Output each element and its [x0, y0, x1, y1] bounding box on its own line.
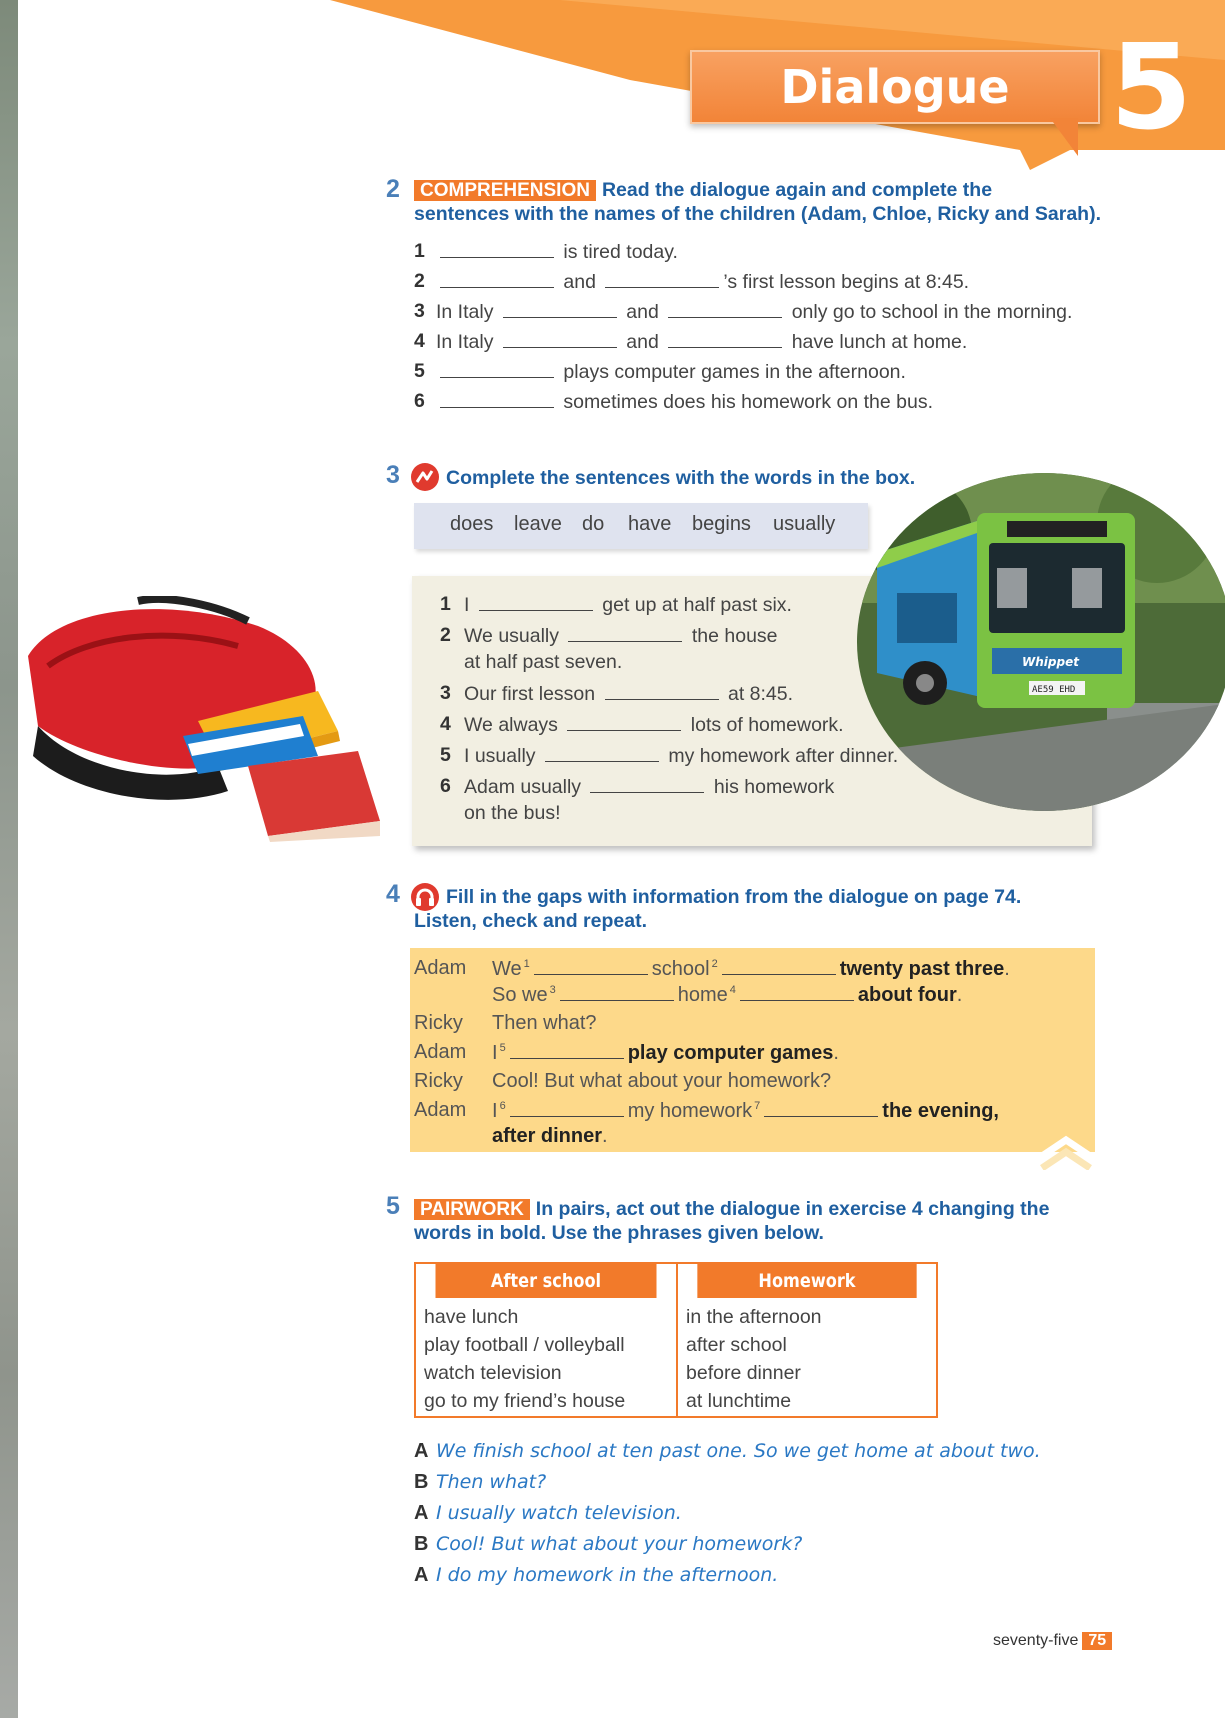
item-number: 4	[440, 713, 451, 735]
answer-blank[interactable]	[605, 682, 719, 700]
item-text: lots of homework.	[690, 714, 844, 736]
exercise-3-list	[440, 593, 910, 833]
left-photo-strip	[0, 0, 18, 1718]
item-text: have lunch at home.	[791, 331, 968, 353]
phrases-table	[414, 1262, 938, 1418]
dialogue-text: school	[651, 958, 710, 980]
item-text: I	[464, 594, 470, 616]
bus-photo	[857, 473, 1225, 811]
dialogue-text: .	[602, 1125, 608, 1147]
bold-phrase: the evening,	[882, 1100, 999, 1122]
gap-number: 7	[754, 1100, 761, 1113]
answer-blank[interactable]	[440, 240, 554, 258]
speaker-letter: A	[414, 1564, 429, 1586]
table-cell: play football / volleyball	[424, 1334, 625, 1356]
speaker-letter: A	[414, 1440, 429, 1462]
item-text: get up at half past six.	[602, 594, 792, 616]
item-text: In Italy	[436, 331, 494, 353]
speaker-letter: B	[414, 1471, 429, 1493]
item-text: sometimes does his homework on the bus.	[563, 391, 934, 413]
answer-blank[interactable]	[740, 983, 854, 1001]
exercise-2-number: 2	[386, 175, 400, 203]
word-box-word: have	[628, 513, 672, 535]
model-text: Cool! But what about your homework?	[436, 1533, 803, 1555]
dialogue-text: I	[492, 1100, 498, 1122]
table-cell: watch television	[424, 1362, 562, 1384]
exercise-4-instruction-line-1: Fill in the gaps with information from the dialogue on page 74.	[446, 886, 1022, 908]
gap-number: 6	[499, 1100, 506, 1113]
exercise-4-instruction	[414, 885, 1114, 933]
exercise-5-number: 5	[386, 1192, 400, 1220]
speaker-name: Adam	[414, 957, 467, 979]
item-text: and	[563, 271, 596, 293]
list-item	[414, 240, 678, 264]
answer-blank[interactable]	[440, 360, 554, 378]
gap-number: 2	[711, 958, 718, 971]
model-text: Then what?	[436, 1471, 547, 1493]
list-item	[440, 775, 834, 799]
table-header: After school	[436, 1264, 657, 1298]
item-text: Adam usually	[464, 776, 582, 798]
answer-blank[interactable]	[764, 1099, 878, 1117]
word-box-word: usually	[773, 513, 836, 535]
answer-blank[interactable]	[590, 775, 704, 793]
answer-blank[interactable]	[560, 983, 674, 1001]
word-box-word: does	[450, 513, 494, 535]
speaker-letter: A	[414, 1502, 429, 1524]
item-text: only go to school in the morning.	[791, 301, 1073, 323]
exercise-3-number: 3	[386, 461, 400, 489]
item-number: 3	[414, 300, 425, 322]
gap-number: 4	[729, 984, 736, 997]
item-number: 2	[414, 270, 425, 292]
item-number: 2	[440, 624, 451, 646]
speaker-name: Adam	[414, 1099, 467, 1121]
bus-brand-text: Whippet	[1022, 655, 1079, 669]
item-text: the house	[691, 625, 778, 647]
dialogue-text: Then what?	[492, 1012, 597, 1034]
list-item	[440, 744, 898, 768]
item-number: 6	[440, 775, 451, 797]
dialogue-text: So we	[492, 984, 548, 1006]
list-item	[414, 330, 967, 354]
item-text: Our first lesson	[464, 683, 596, 705]
exercise-3-instruction: Complete the sentences with the words in the box.	[446, 467, 916, 489]
chevron-up-icon	[1036, 1130, 1096, 1170]
item-text: is tired today.	[563, 241, 678, 263]
gap-number: 1	[523, 958, 530, 971]
item-text: his homework	[713, 776, 835, 798]
exercise-2-instruction	[414, 178, 1134, 226]
word-box-word: do	[582, 513, 605, 535]
table-cell: before dinner	[686, 1362, 801, 1384]
title-callout-tail	[1050, 118, 1078, 156]
item-text: and	[626, 301, 659, 323]
item-text: We always	[464, 714, 558, 736]
item-text: We usually	[464, 625, 560, 647]
dialogue-text: .	[1004, 958, 1010, 980]
list-item	[440, 624, 778, 648]
dialogue-text: my homework	[627, 1100, 753, 1122]
item-text: plays computer games in the afternoon.	[563, 361, 906, 383]
bus-plate-text: AE59 EHD	[1032, 685, 1076, 695]
gap-number: 5	[499, 1042, 506, 1055]
item-number: 1	[414, 240, 425, 262]
grammar-icon	[411, 463, 439, 491]
item-text: and	[626, 331, 659, 353]
answer-blank[interactable]	[503, 300, 617, 318]
exercise-2-instruction-line-2: sentences with the names of the children (Adam, Chloe, Ricky and Sarah).	[414, 203, 1101, 225]
table-cell: in the afternoon	[686, 1306, 822, 1328]
list-item	[440, 713, 844, 737]
word-box-word: begins	[692, 513, 751, 535]
list-item	[414, 300, 1072, 324]
exercise-5-instruction-line-2: words in bold. Use the phrases given below.	[414, 1222, 824, 1244]
gap-number: 3	[549, 984, 556, 997]
exercise-5-instruction-line-1: In pairs, act out the dialogue in exercise 4 changing the	[535, 1198, 1050, 1220]
item-text: In Italy	[436, 301, 494, 323]
dialogue-text: .	[833, 1042, 839, 1064]
answer-blank[interactable]	[567, 713, 681, 731]
bold-phrase: about four	[857, 984, 957, 1006]
answer-blank[interactable]	[545, 744, 659, 762]
bold-phrase: after dinner	[492, 1125, 603, 1147]
model-text: We finish school at ten past one. So we get home at about two.	[436, 1440, 1041, 1462]
answer-blank[interactable]	[534, 957, 648, 975]
item-text: ’s first lesson begins at 8:45.	[723, 271, 970, 293]
list-item	[414, 390, 933, 414]
exercise-4-number: 4	[386, 880, 400, 908]
table-cell: go to my friend’s house	[424, 1390, 626, 1412]
exercise-2-instruction-line-1: Read the dialogue again and complete the	[601, 179, 993, 201]
list-item	[440, 682, 793, 706]
dialogue-text: .	[956, 984, 963, 1006]
table-cell: after school	[686, 1334, 787, 1356]
comprehension-tag: COMPREHENSION	[414, 180, 596, 201]
item-number: 4	[414, 330, 425, 352]
answer-blank[interactable]	[668, 300, 782, 318]
answer-blank[interactable]	[605, 270, 719, 288]
speaker-name: Ricky	[414, 1012, 463, 1034]
list-item	[440, 593, 792, 617]
bold-phrase: twenty past three	[839, 958, 1005, 980]
item-text: my homework after dinner.	[668, 745, 899, 767]
table-header: Homework	[697, 1264, 916, 1298]
exercise-5-instruction	[414, 1197, 1114, 1245]
dialogue-text: I	[492, 1042, 498, 1064]
answer-blank[interactable]	[440, 390, 554, 408]
speaker-name: Adam	[414, 1041, 467, 1063]
item-text: I usually	[464, 745, 536, 767]
exercise-4-instruction-line-2: Listen, check and repeat.	[414, 910, 648, 932]
word-box-word: leave	[514, 513, 562, 535]
unit-number: 5	[1110, 18, 1193, 156]
word-box	[414, 503, 868, 549]
pairwork-tag: PAIRWORK	[414, 1199, 530, 1220]
item-number: 5	[414, 360, 425, 382]
page-footer	[993, 1632, 1112, 1650]
list-item	[414, 270, 969, 294]
table-divider	[676, 1264, 678, 1416]
item-continuation: at half past seven.	[464, 651, 623, 673]
table-cell: have lunch	[424, 1306, 519, 1328]
speaker-name: Ricky	[414, 1070, 463, 1092]
answer-blank[interactable]	[510, 1099, 624, 1117]
exercise-2-list	[414, 240, 1114, 420]
answer-blank[interactable]	[722, 957, 836, 975]
answer-blank[interactable]	[568, 624, 682, 642]
bold-phrase: play computer games	[627, 1042, 834, 1064]
dialogue-text: Cool! But what about your homework?	[492, 1070, 832, 1092]
dialogue-text: home	[677, 984, 728, 1006]
item-number: 6	[414, 390, 425, 412]
page-number: 75	[1082, 1632, 1112, 1650]
item-number: 5	[440, 744, 451, 766]
page-word: seventy-five	[993, 1632, 1079, 1649]
model-text: I do my homework in the afternoon.	[436, 1564, 779, 1586]
backpack-image	[18, 596, 380, 842]
speaker-letter: B	[414, 1533, 429, 1555]
item-number: 1	[440, 593, 451, 615]
item-continuation: on the bus!	[464, 802, 561, 824]
list-item	[414, 360, 906, 384]
dialogue-text: We	[492, 958, 522, 980]
answer-blank[interactable]	[440, 270, 554, 288]
answer-blank[interactable]	[503, 330, 617, 348]
item-number: 3	[440, 682, 451, 704]
model-dialogue	[414, 1440, 1114, 1590]
item-text: at 8:45.	[727, 683, 794, 705]
answer-blank[interactable]	[668, 330, 782, 348]
answer-blank[interactable]	[479, 593, 593, 611]
answer-blank[interactable]	[510, 1041, 624, 1059]
model-text: I usually watch television.	[436, 1502, 682, 1524]
page-title: Dialogue	[690, 50, 1100, 124]
table-cell: at lunchtime	[686, 1390, 792, 1412]
